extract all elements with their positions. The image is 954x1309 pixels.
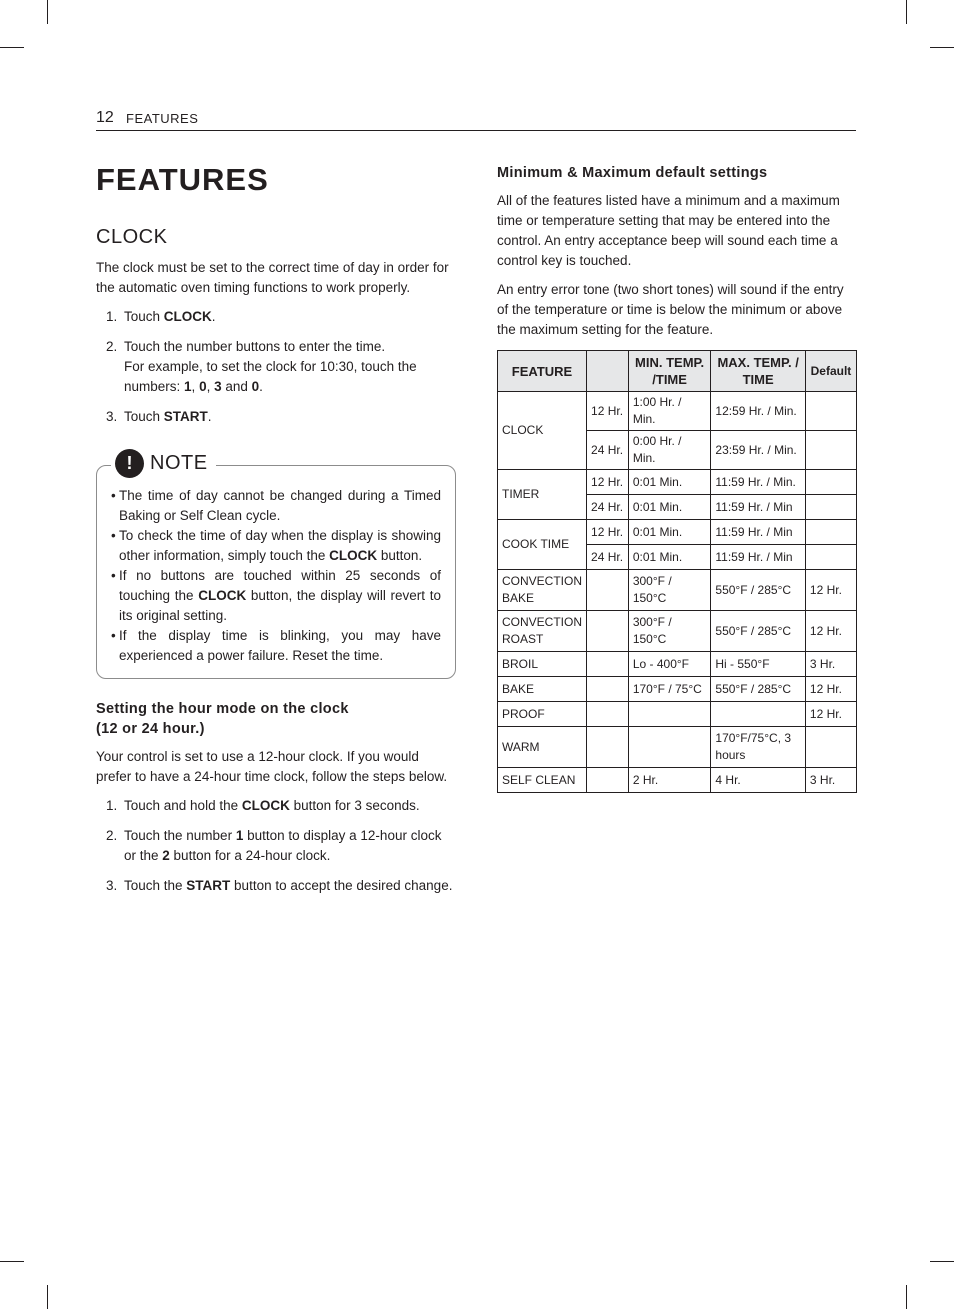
table-cell: 12 Hr. — [805, 570, 856, 611]
table-cell: 12:59 Hr. / Min. — [711, 392, 806, 431]
table-cell — [587, 570, 629, 611]
table-row — [498, 702, 857, 727]
table-header-row — [498, 351, 857, 392]
col-header-mode — [587, 351, 629, 392]
hour-mode-heading: Setting the hour mode on the clock (12 or 24 hour.) — [96, 701, 349, 737]
step-number: 2 . — [96, 337, 124, 397]
table-cell — [587, 677, 629, 702]
feature-cell: PROOF — [498, 702, 587, 727]
table-cell: 11:59 Hr. / Min — [711, 495, 806, 520]
table-cell: 12 Hr. — [587, 392, 629, 431]
list-item — [96, 307, 456, 327]
list-item: • The time of day cannot be changed during a Timed Baking or Self Clean cycle. — [111, 486, 441, 526]
table-cell — [805, 470, 856, 495]
hour-mode-steps — [96, 796, 456, 896]
list-item: • To check the time of day when the display is showing other information, simply touch the CLOCK button. — [111, 526, 441, 566]
table-cell: 12 Hr. — [805, 677, 856, 702]
crop-mark — [930, 1261, 954, 1262]
table-cell — [805, 727, 856, 768]
table-cell — [587, 702, 629, 727]
note-header — [111, 449, 216, 478]
table-cell — [587, 611, 629, 652]
page-number: 12 — [96, 109, 114, 126]
step-text: Touch and hold the CLOCK button for 3 seconds. — [124, 798, 420, 813]
table-cell: 0:01 Min. — [628, 495, 711, 520]
table-cell: 24 Hr. — [587, 495, 629, 520]
list-item — [96, 796, 456, 816]
table-row — [498, 652, 857, 677]
feature-cell: COOK TIME — [498, 520, 587, 570]
table-cell: 550°F / 285°C — [711, 570, 806, 611]
col-header-max: MAX. TEMP. / TIME — [711, 351, 806, 392]
right-column — [497, 163, 857, 793]
table-cell: 0:01 Min. — [628, 520, 711, 545]
step-text: Touch the number 1 button to display a 12-hour clock or the 2 button for a 24-hour clock. — [124, 828, 442, 863]
table-cell — [805, 392, 856, 431]
table-cell — [711, 702, 806, 727]
table-cell: 24 Hr. — [587, 545, 629, 570]
exclamation-icon: ! — [115, 449, 144, 478]
table-row — [498, 570, 857, 611]
table-cell: 11:59 Hr. / Min — [711, 545, 806, 570]
table-cell — [587, 652, 629, 677]
table-cell: 2 Hr. — [628, 768, 711, 793]
table-cell: 12 Hr. — [805, 611, 856, 652]
table-cell: 0:01 Min. — [628, 545, 711, 570]
table-row — [498, 611, 857, 652]
clock-intro: The clock must be set to the correct time of day in order for the automatic oven timing functions to work properly. — [96, 260, 449, 295]
step-number: 3 . — [96, 407, 124, 427]
table-cell: Lo - 400°F — [628, 652, 711, 677]
table-cell — [805, 495, 856, 520]
defaults-para-2: An entry error tone (two short tones) will sound if the entry of the temperature or time is below the minimum or above the maximum setting for the feature. — [497, 282, 844, 337]
step-number: 3 . — [96, 876, 124, 896]
table-cell: 300°F / 150°C — [628, 570, 711, 611]
crop-mark — [906, 1285, 907, 1309]
table-row — [498, 392, 857, 431]
table-cell — [805, 520, 856, 545]
table-cell: 170°F/75°C, 3 hours — [711, 727, 806, 768]
list-item: • If the display time is blinking, you may have experienced a power failure. Reset the time. — [111, 626, 441, 666]
step-text: Touch the number buttons to enter the time. For example, to set the clock for 10:30, touch the numbers: 1, 0, 3 and 0. — [124, 339, 417, 394]
table-cell: 0:01 Min. — [628, 470, 711, 495]
hour-mode-intro: Your control is set to use a 12-hour clock. If you would prefer to have a 24-hour time clock, follow the steps below. — [96, 749, 448, 784]
step-text: Touch the START button to accept the desired change. — [124, 878, 453, 893]
page-header — [96, 108, 856, 131]
table-cell — [587, 768, 629, 793]
table-cell: 300°F / 150°C — [628, 611, 711, 652]
table-cell — [628, 727, 711, 768]
table-cell: 3 Hr. — [805, 768, 856, 793]
list-item — [96, 876, 456, 896]
table-cell — [587, 727, 629, 768]
feature-cell: WARM — [498, 727, 587, 768]
step-text: Touch START. — [124, 409, 212, 424]
list-item — [96, 337, 456, 397]
feature-cell: BROIL — [498, 652, 587, 677]
feature-cell: TIMER — [498, 470, 587, 520]
crop-mark — [930, 47, 954, 48]
col-header-feature: FEATURE — [498, 351, 587, 392]
col-header-min: MIN. TEMP. /TIME — [628, 351, 711, 392]
table-cell: 12 Hr. — [587, 520, 629, 545]
note-box — [96, 452, 456, 679]
step-text: Touch CLOCK. — [124, 309, 216, 324]
table-cell — [628, 702, 711, 727]
col-header-default: Default — [805, 351, 856, 392]
step-number: 1 . — [96, 307, 124, 327]
table-cell: 3 Hr. — [805, 652, 856, 677]
table-row — [498, 520, 857, 545]
table-cell: 24 Hr. — [587, 431, 629, 470]
settings-table — [497, 350, 857, 793]
table-cell: 12 Hr. — [805, 702, 856, 727]
table-cell: 11:59 Hr. / Min. — [711, 470, 806, 495]
page-title: FEATURES — [96, 162, 269, 197]
crop-mark — [0, 47, 24, 48]
feature-cell: CONVECTION BAKE — [498, 570, 587, 611]
table-cell: 170°F / 75°C — [628, 677, 711, 702]
table-cell: 4 Hr. — [711, 768, 806, 793]
crop-mark — [906, 0, 907, 24]
table-cell: 1:00 Hr. / Min. — [628, 392, 711, 431]
feature-cell: SELF CLEAN — [498, 768, 587, 793]
table-cell: 550°F / 285°C — [711, 611, 806, 652]
crop-mark — [47, 0, 48, 24]
table-cell: Hi - 550°F — [711, 652, 806, 677]
hour-mode-section — [96, 699, 456, 896]
feature-cell: CLOCK — [498, 392, 587, 470]
table-cell: 0:00 Hr. / Min. — [628, 431, 711, 470]
list-item — [96, 407, 456, 427]
note-label: NOTE — [150, 452, 208, 474]
defaults-heading: Minimum & Maximum default settings — [497, 165, 768, 181]
table-cell: 11:59 Hr. / Min — [711, 520, 806, 545]
left-column — [96, 160, 456, 906]
crop-mark — [47, 1285, 48, 1309]
feature-cell: BAKE — [498, 677, 587, 702]
table-cell: 12 Hr. — [587, 470, 629, 495]
table-cell: 23:59 Hr. / Min. — [711, 431, 806, 470]
feature-cell: CONVECTION ROAST — [498, 611, 587, 652]
table-row — [498, 677, 857, 702]
list-item: • If no buttons are touched within 25 seconds of touching the CLOCK button, the display will revert to its original setting. — [111, 566, 441, 626]
table-cell — [805, 431, 856, 470]
step-number: 2 . — [96, 826, 124, 866]
clock-steps — [96, 307, 456, 427]
table-row — [498, 727, 857, 768]
table-cell — [805, 545, 856, 570]
clock-heading: CLOCK — [96, 226, 168, 248]
table-row — [498, 470, 857, 495]
note-list — [111, 486, 441, 666]
table-cell: 550°F / 285°C — [711, 677, 806, 702]
table-row — [498, 768, 857, 793]
step-number: 1 . — [96, 796, 124, 816]
running-title: FEATURES — [126, 111, 199, 126]
crop-mark — [0, 1261, 24, 1262]
defaults-para-1: All of the features listed have a minimum and a maximum time or temperature setting that may be entered into the control. An entry acceptance beep will sound each time a control key is touched. — [497, 193, 840, 268]
list-item — [96, 826, 456, 866]
